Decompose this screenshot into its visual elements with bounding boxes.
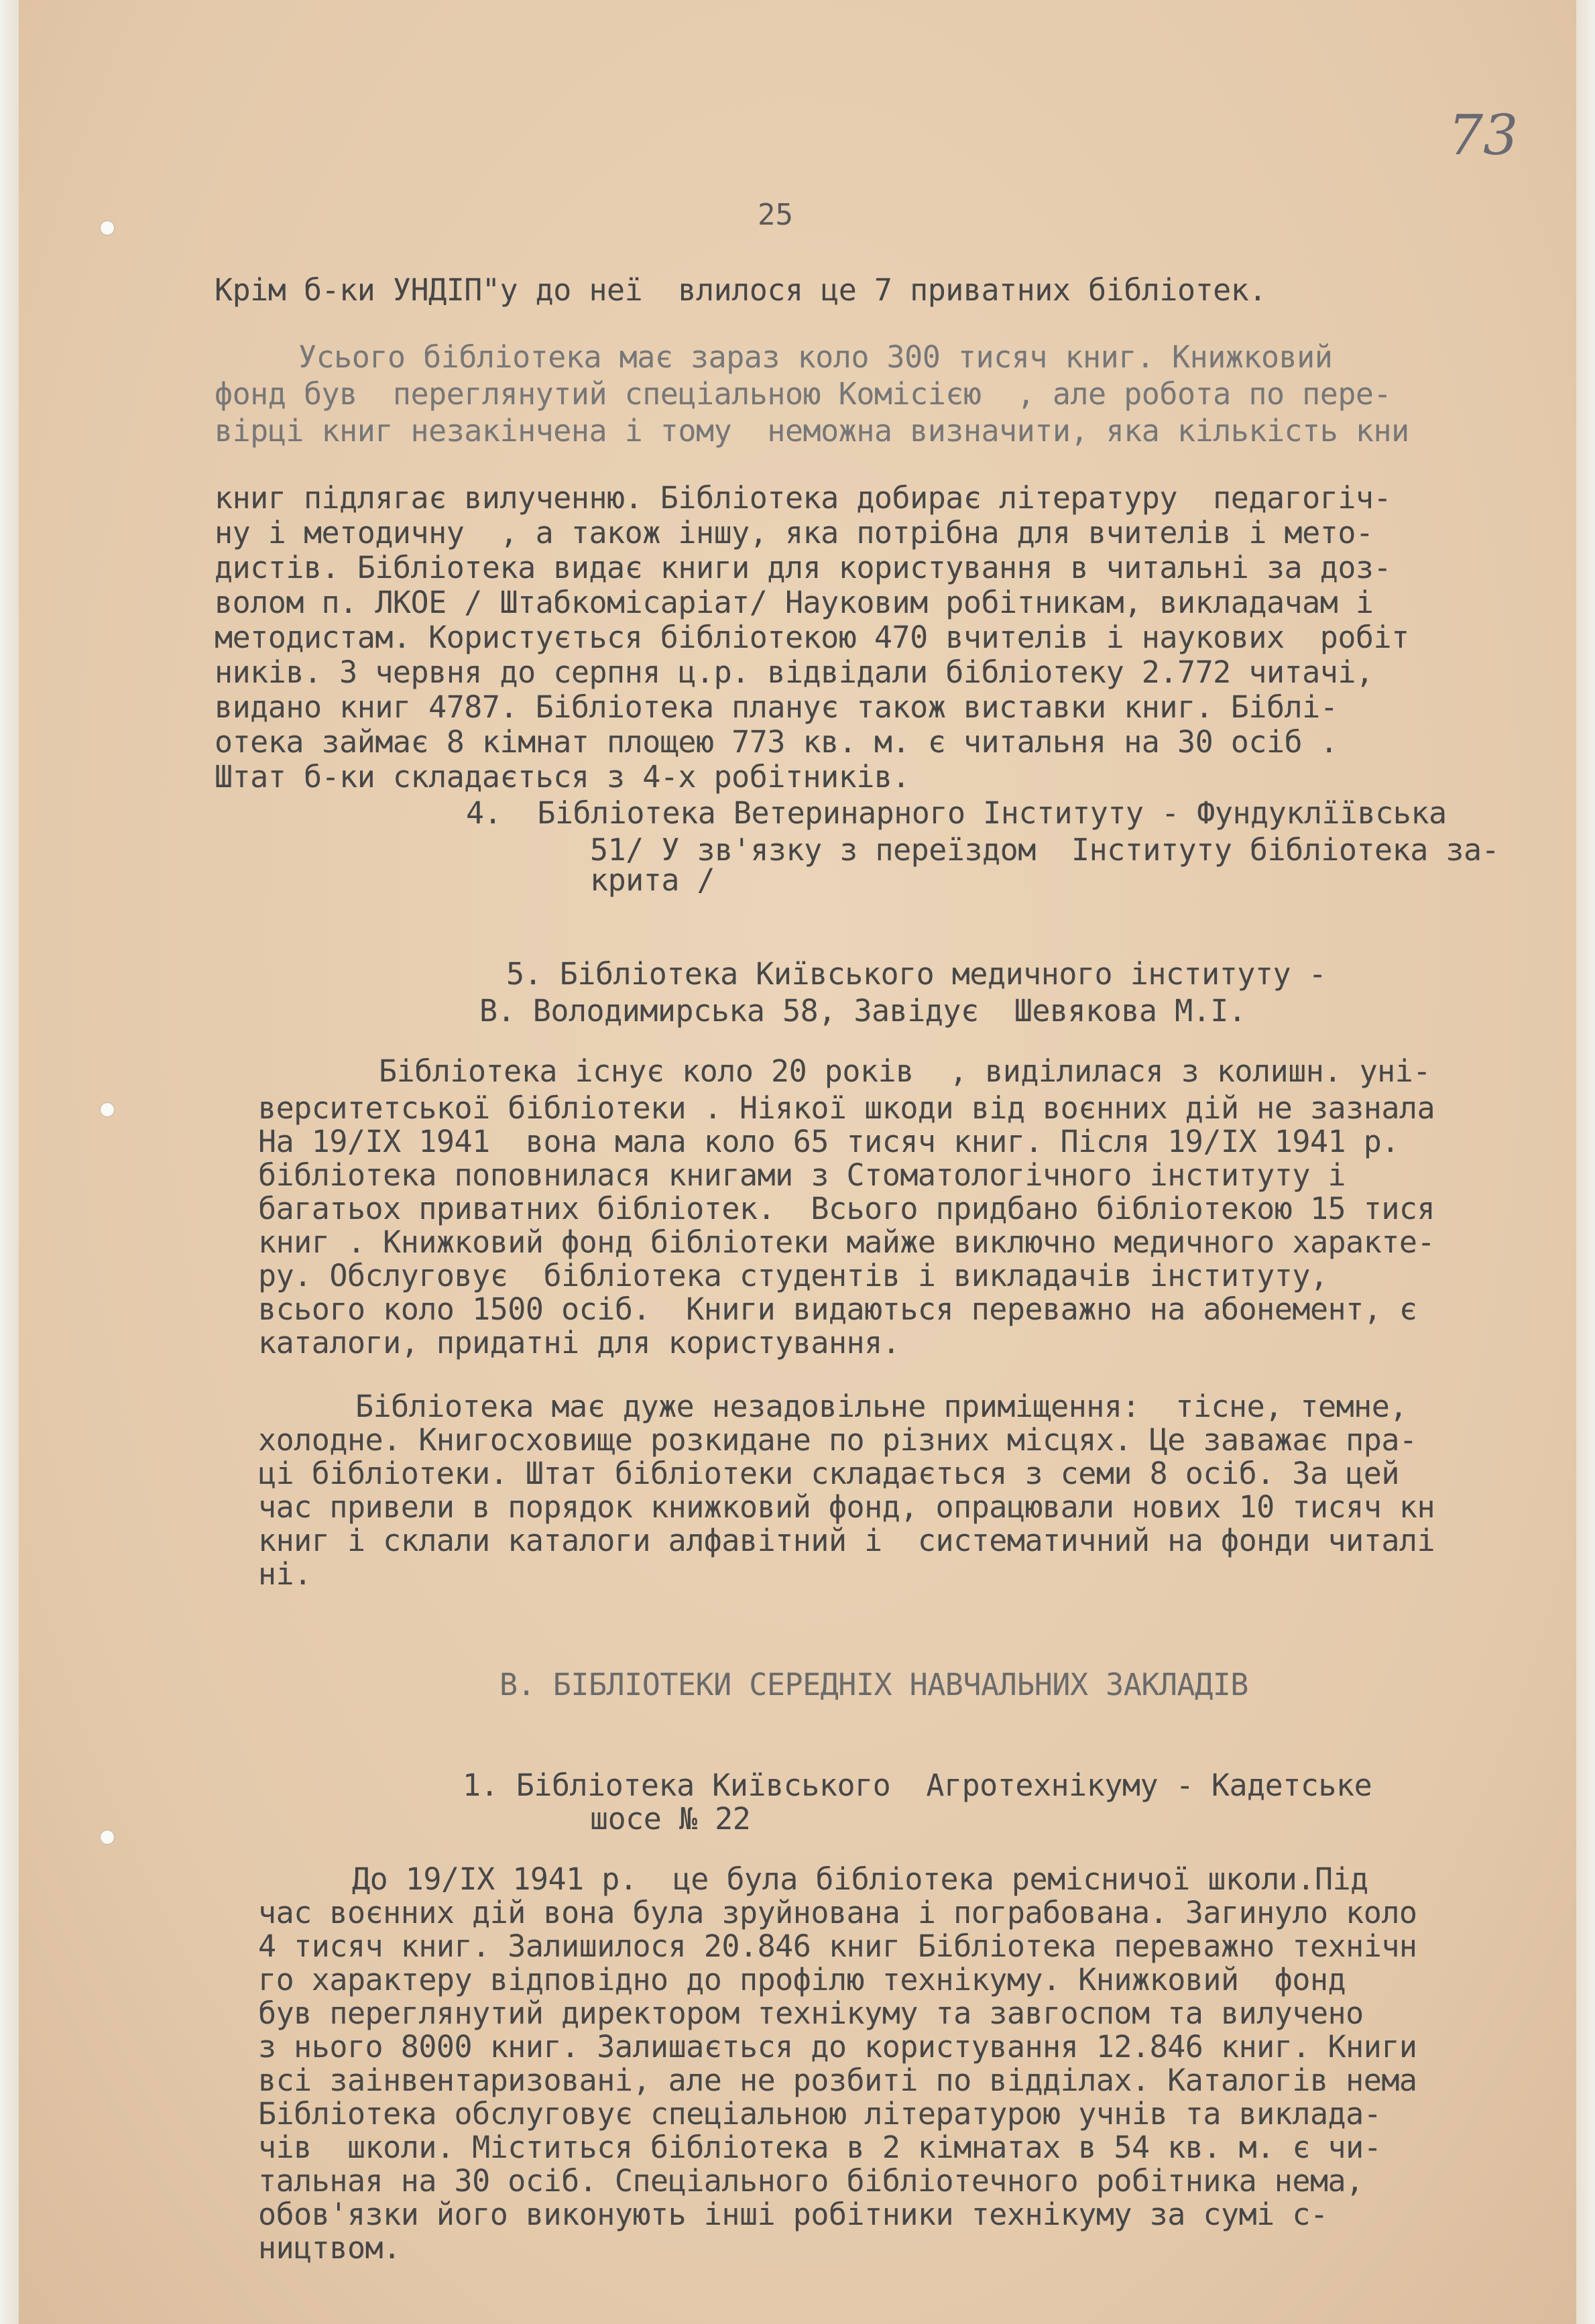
text-line: ці бібліотеки. Штат бібліотеки складається з семи 8 осіб. За цей [258,1456,1399,1491]
text-line: час воєнних дій вона була зруйнована і пограбована. Загинуло коло [258,1895,1417,1930]
text-line: верситетської бібліотеки . Ніякої шкоди від воєнних дій не зазнала [258,1090,1435,1126]
text-line: багатьох приватних бібліотек. Всього придбано бібліотекою 15 тися [258,1191,1435,1226]
text-line: вірці книг незакінчена і тому неможна визначити, яка кількість кни [215,413,1409,449]
page-edge-left [0,0,19,2324]
text-line: фонд був переглянутий спеціальною Комісією , але робота по пере- [215,376,1392,412]
text-line: видано книг 4787. Бібліотека планує також виставки книг. Біблі- [215,689,1338,725]
text-line: 1. Бібліотека Київського Агротехнікуму - Кадетське [463,1767,1372,1803]
text-line: волом п. ЛКОЕ / Штабкомісаріат/ Науковим робітникам, викладачам і [215,585,1374,620]
text-line: 5. Бібліотека Київського медичного інституту - [506,956,1327,992]
text-line: На 19/IX 1941 вона мала коло 65 тисяч книг. Після 19/IX 1941 р. [258,1124,1399,1159]
text-line: тальная на 30 осіб. Спеціального бібліотечного робітника нема, [258,2163,1364,2199]
text-line: обов'язки його виконують інші робітники технікуму за сумі с- [258,2197,1328,2232]
text-line: Бібліотека існує коло 20 років , виділилася з колишн. уні- [379,1053,1431,1089]
text-line: дистів. Бібліотека видає книги для користування в читальні за доз- [215,550,1392,585]
text-line: був переглянутий директором технікуму та завгоспом та вилучено [258,1995,1364,2031]
punch-hole [101,221,114,235]
punch-hole [101,1831,114,1844]
text-line: ництвом. [258,2230,401,2266]
text-line: всього коло 1500 осіб. Книги видаються переважно на абонемент, є [258,1291,1417,1327]
punch-hole [101,1103,114,1116]
text-line: з нього 8000 книг. Залишається до користування 12.846 книг. Книги [258,2029,1417,2065]
text-line: отека займає 8 кімнат площею 773 кв. м. є читальня на 30 осіб . [215,724,1338,760]
text-line: ні. [258,1556,312,1592]
text-line: шосе № 22 [590,1801,751,1837]
text-line: крита / [590,862,715,898]
text-line: ників. З червня до серпня ц.р. відвідали бібліотеку 2.772 читачі, [215,654,1374,690]
text-line: 51/ У зв'язку з переїздом Інституту бібліотека за- [590,832,1500,868]
text-line: го характеру відповідно до профілю технікуму. Книжковий фонд [258,1962,1346,1997]
text-line: 4 тисяч книг. Залишилося 20.846 книг Бібліотека переважно технічн [258,1928,1417,1964]
text-line: всі заінвентаризовані, але не розбиті по відділах. Каталогів нема [258,2062,1417,2098]
text-line: ру. Обслуговує бібліотека студентів і викладачів інституту, [258,1258,1328,1293]
text-line: Крім б-ки УНДІП"у до неї влилося це 7 приватних бібліотек. [215,272,1266,308]
text-line: холодне. Книгосховище розкидане по різних місцях. Це заважає пра- [258,1422,1417,1458]
text-line: В. Володимирська 58, Завідує Шевякова М.І. [479,993,1246,1029]
text-line: каталоги, придатні для користування. [258,1325,900,1360]
text-line: книг підлягає вилученню. Бібліотека добирає літературу педагогіч- [215,480,1392,516]
text-line: методистам. Користується бібліотекою 470 вчителів і наукових робіт [215,620,1409,655]
text-line: чів школи. Міститься бібліотека в 2 кімнатах в 54 кв. м. є чи- [258,2130,1382,2165]
text-line: час привели в порядок книжковий фонд, опрацювали нових 10 тисяч кн [258,1489,1435,1525]
page-number: 25 [758,198,793,232]
archive-page-number: 73 [1448,104,1519,168]
text-line: До 19/IX 1941 р. це була бібліотека ремісничої школи.Під [352,1861,1368,1897]
text-line: В. БІБЛІОТЕКИ СЕРЕДНІХ НАВЧАЛЬНИХ ЗАКЛАДІВ [499,1667,1248,1702]
text-line: Штат б-ки складається з 4-х робітників. [215,759,910,795]
text-line: книг . Книжковий фонд бібліотеки майже виключно медичного характе- [258,1224,1435,1260]
text-line: Бібліотека має дуже незадовільне приміщення: тісне, темне, [355,1389,1407,1424]
text-line: Усього бібліотека має зараз коло 300 тисяч книг. Книжковий [298,339,1333,375]
text-line: бібліотека поповнилася книгами з Стоматологічного інституту і [258,1157,1346,1193]
text-line: книг і склали каталоги алфавітний і систематичний на фонди читалі [258,1523,1435,1558]
text-line: 4. Бібліотека Ветеринарного Інституту - Фундуклїївська [466,795,1447,831]
text-line: ну і методичну , а також іншу, яка потрібна для вчителів і мето- [215,515,1374,550]
page-edge-right [1576,0,1595,2324]
text-line: Бібліотека обслуговує спеціальною літературою учнів та виклада- [258,2096,1382,2132]
